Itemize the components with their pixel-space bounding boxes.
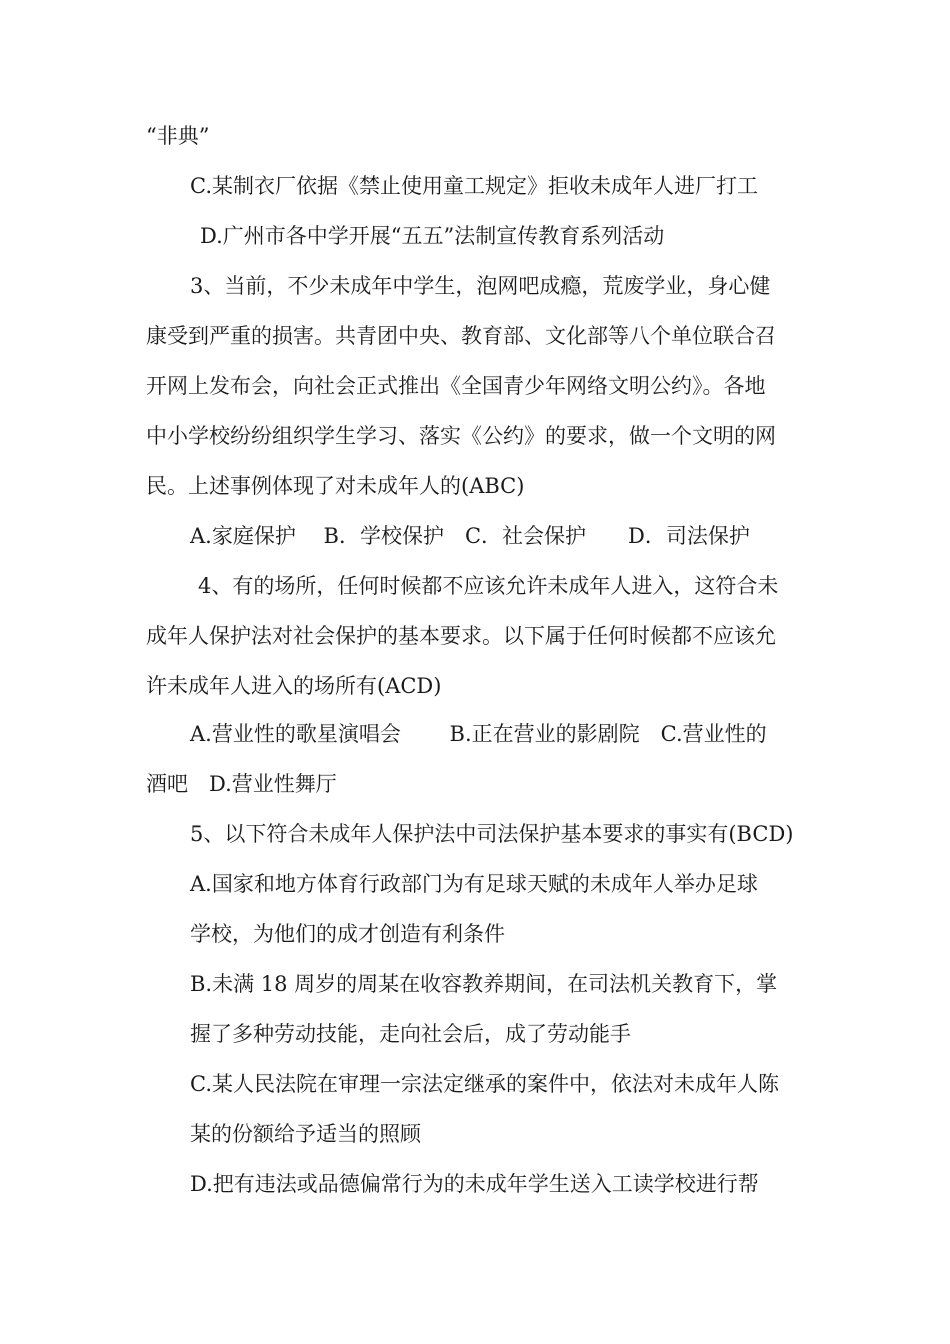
text-line: 握了多种劳动技能，走向社会后，成了劳动能手 [190, 1022, 631, 1046]
text-line: “非典” [146, 124, 210, 148]
text-line: 民。上述事例体现了对未成年人的(ABC) [146, 474, 525, 498]
text-line: 开网上发布会，向社会正式推出《全国青少年网络文明公约》。各地 [146, 374, 766, 398]
text-line: A.国家和地方体育行政部门为有足球天赋的未成年人举办足球 [190, 872, 758, 896]
text-line: A.营业性的歌星演唱会 B.正在营业的影剧院 C.营业性的 [190, 722, 767, 746]
text-line: C.某制衣厂依据《禁止使用童工规定》拒收未成年人进厂打工 [190, 174, 758, 198]
text-line: B.未满 18 周岁的周某在收容教养期间，在司法机关教育下，掌 [190, 972, 778, 996]
text-line: 酒吧 D.营业性舞厅 [146, 772, 337, 796]
text-line: 某的份额给予适当的照顾 [190, 1122, 421, 1146]
text-line: 成年人保护法对社会保护的基本要求。以下属于任何时候都不应该允 [146, 624, 776, 648]
text-line: 中小学校纷纷组织学生学习、落实《公约》的要求，做一个文明的网 [146, 424, 776, 448]
text-line: 3、当前，不少未成年中学生，泡网吧成瘾，荒废学业，身心健 [190, 274, 771, 298]
text-line: 康受到严重的损害。共青团中央、教育部、文化部等八个单位联合召 [146, 324, 776, 348]
text-line: 学校，为他们的成才创造有利条件 [190, 922, 505, 946]
text-line: D.广州市各中学开展“五五”法制宣传教育系列活动 [200, 224, 665, 248]
text-line: 4、有的场所，任何时候都不应该允许未成年人进入，这符合未 [198, 574, 779, 598]
text-line: 许未成年人进入的场所有(ACD) [146, 674, 442, 698]
text-line: D.把有违法或品德偏常行为的未成年学生送入工读学校进行帮 [190, 1172, 759, 1196]
text-line: C.某人民法院在审理一宗法定继承的案件中，依法对未成年人陈 [190, 1072, 779, 1096]
text-line: A.家庭保护 B．学校保护 C．社会保护 D．司法保护 [190, 524, 750, 548]
text-line: 5、以下符合未成年人保护法中司法保护基本要求的事实有(BCD) [190, 822, 794, 846]
